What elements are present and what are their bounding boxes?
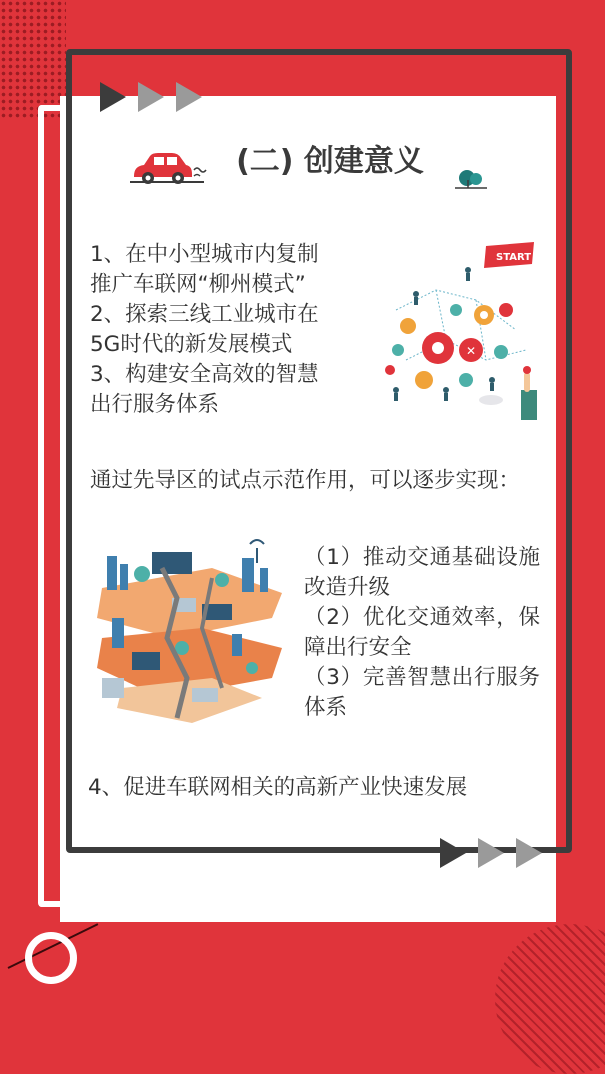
goals-list: 1、在中小型城市内复制 推广车联网“柳州模式” 2、探索三线工业城市在 5G时代的新发展模式 3、构建安全高效的智慧 出行服务体系	[90, 242, 319, 417]
car-icon	[128, 148, 208, 188]
smart-city-illustration	[92, 538, 292, 728]
intro-text: 通过先导区的试点示范作用，可以逐步实现：	[90, 468, 521, 493]
halftone-dots-decoration	[0, 0, 66, 118]
network-gears-illustration	[376, 240, 538, 422]
final-goal-item: 4、促进车联网相关的高新产业快速发展	[88, 775, 468, 800]
striped-circle-decoration	[495, 924, 605, 1074]
play-arrow-icon	[478, 838, 504, 868]
ring-decoration	[25, 932, 77, 984]
play-arrow-icon	[138, 82, 164, 112]
play-arrow-icon	[440, 838, 466, 868]
svg-text:✕: ✕	[466, 344, 477, 358]
tree-icon	[455, 164, 487, 192]
play-arrow-icon	[516, 838, 542, 868]
outcomes-list: （1）推动交通基础设施改造升级 （2）优化交通效率，保障出行安全 （3）完善智慧出行服务体系	[304, 545, 540, 720]
section-title: (二) 创建意义	[236, 144, 424, 179]
play-arrow-icon	[100, 82, 126, 112]
start-badge-text: START	[496, 252, 532, 263]
play-arrow-icon	[176, 82, 202, 112]
